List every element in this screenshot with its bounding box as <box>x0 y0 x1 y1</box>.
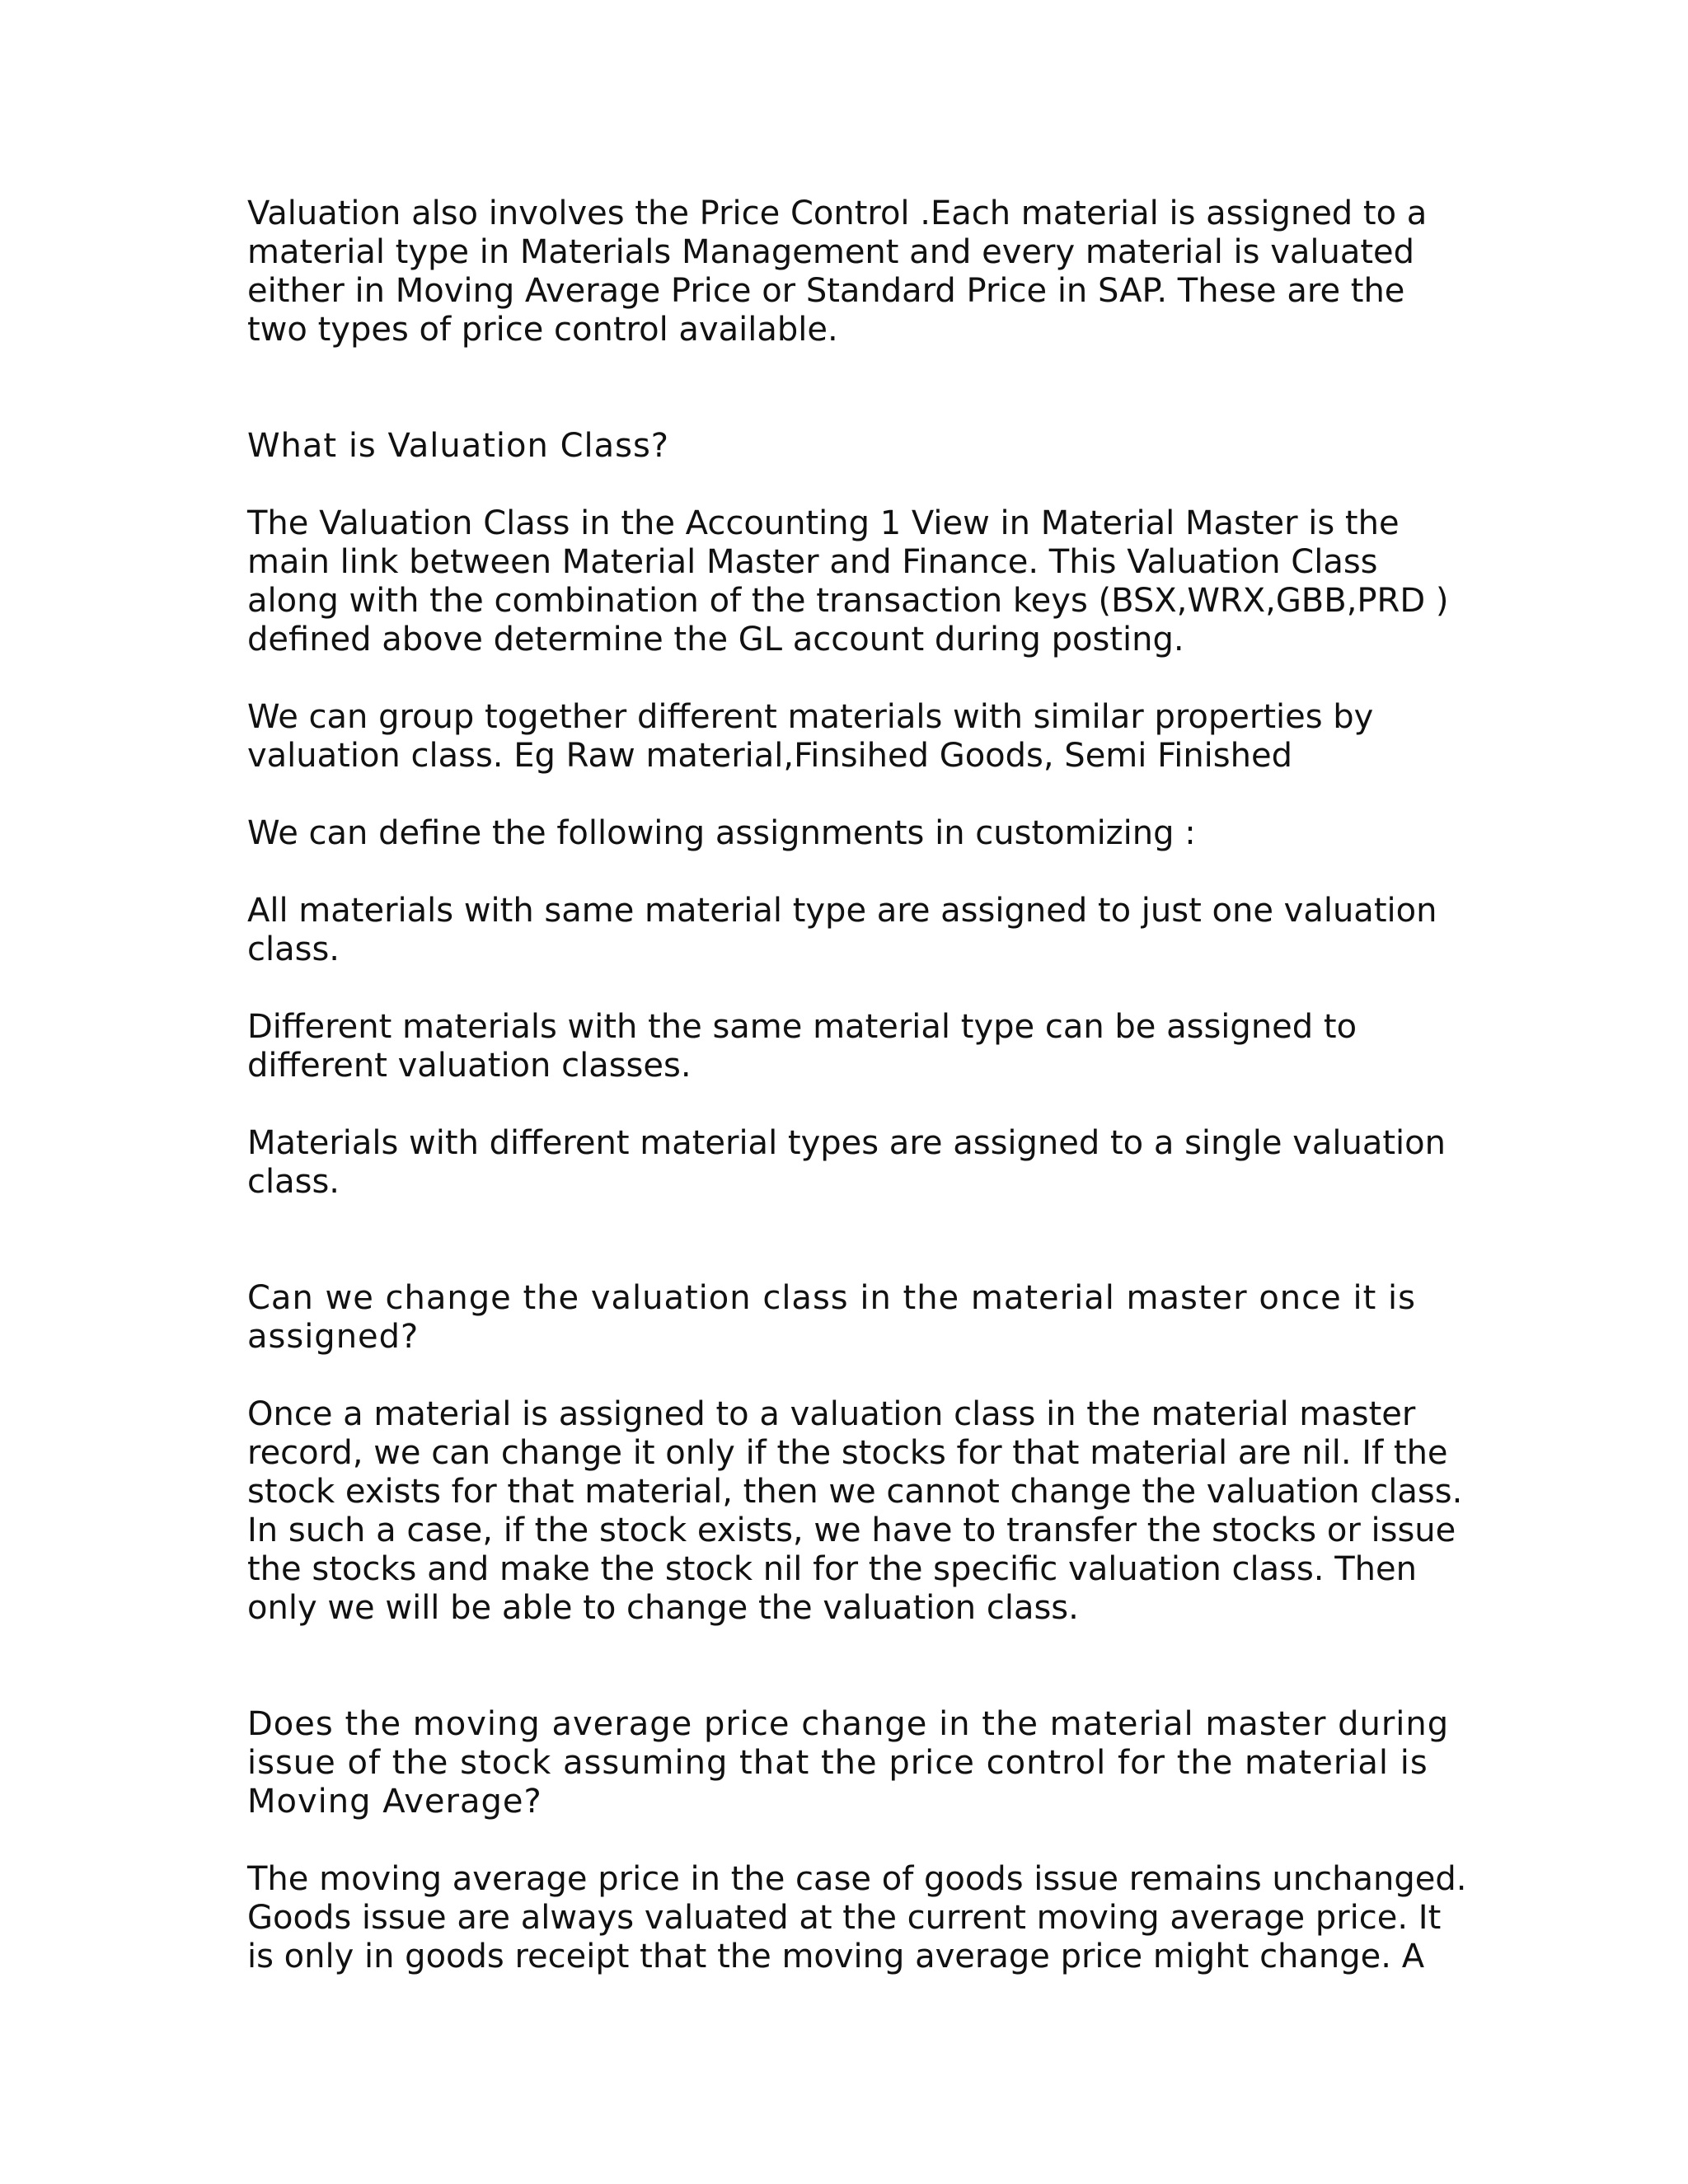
q2-answer-line-1: Once a material is assigned to a valuation class in the material master <box>247 1395 1416 1433</box>
q1-para4-line-1: All materials with same material type are assigned to just one valuation <box>247 892 1437 930</box>
spacer <box>247 1357 1451 1395</box>
spacer <box>247 466 1451 504</box>
q3-answer-line-2: Goods issue are always valuated at the current moving average price. It <box>247 1899 1442 1937</box>
document-body <box>247 194 1467 1976</box>
q1-para5-line-1: Different materials with the same material type can be assigned to <box>247 1008 1357 1046</box>
q2-answer-line-4: In such a case, if the stock exists, we have to transfer the stocks or issue <box>247 1511 1456 1549</box>
q1-para5-line-2: different valuation classes. <box>247 1047 692 1085</box>
q1-para4-line-2: class. <box>247 930 340 968</box>
q1-para1-line-1: The Valuation Class in the Accounting 1 View in Material Master is the <box>247 504 1400 542</box>
q2-answer-line-5: the stocks and make the stock nil for the specific valuation class. Then <box>247 1550 1417 1588</box>
q1-para2-line-1: We can group together different materials with similar properties by <box>247 698 1374 736</box>
intro-line-3: either in Moving Average Price or Standard Price in SAP. These are the <box>247 272 1405 310</box>
q2-heading-line-2: assigned? <box>247 1318 420 1356</box>
spacer <box>247 1085 1451 1124</box>
intro-line-4: two types of price control available. <box>247 311 838 349</box>
spacer <box>247 659 1451 698</box>
q3-heading-line-2: issue of the stock assuming that the price control for the material is <box>247 1744 1428 1782</box>
q2-answer-line-2: record, we can change it only if the stocks for that material are nil. If the <box>247 1434 1448 1472</box>
q1-para6-line-2: class. <box>247 1163 340 1201</box>
q2-answer-line-3: stock exists for that material, then we cannot change the valuation class. <box>247 1473 1463 1511</box>
spacer <box>247 776 1451 814</box>
intro-line-1: Valuation also involves the Price Control .Each material is assigned to a <box>247 194 1428 232</box>
q1-para3-line-1: We can define the following assignments in customizing : <box>247 814 1196 852</box>
q3-answer-line-3: is only in goods receipt that the moving average price might change. A <box>247 1938 1425 1975</box>
spacer <box>247 1628 1451 1705</box>
q3-heading-line-3: Moving Average? <box>247 1783 542 1821</box>
q3-heading-line-1: Does the moving average price change in the material master during <box>247 1705 1450 1743</box>
q2-heading-line-1: Can we change the valuation class in the material master once it is <box>247 1279 1416 1317</box>
q1-para1-line-4: defined above determine the GL account during posting. <box>247 621 1184 658</box>
spacer <box>247 349 1451 427</box>
q1-para2-line-2: valuation class. Eg Raw material,Finsihed Goods, Semi Finished <box>247 737 1292 775</box>
spacer <box>247 1202 1451 1279</box>
q1-para1-line-3: along with the combination of the transaction keys (BSX,WRX,GBB,PRD ) <box>247 582 1449 620</box>
q1-heading: What is Valuation Class? <box>247 427 670 465</box>
q3-answer-line-1: The moving average price in the case of goods issue remains unchanged. <box>247 1860 1467 1898</box>
spacer <box>247 1821 1451 1860</box>
intro-line-2: material type in Materials Management and every material is valuated <box>247 233 1415 271</box>
spacer <box>247 969 1451 1008</box>
spacer <box>247 853 1451 892</box>
q1-para6-line-1: Materials with different material types are assigned to a single valuation <box>247 1124 1446 1162</box>
q2-answer-line-6: only we will be able to change the valuation class. <box>247 1589 1079 1627</box>
q1-para1-line-2: main link between Material Master and Finance. This Valuation Class <box>247 543 1378 581</box>
